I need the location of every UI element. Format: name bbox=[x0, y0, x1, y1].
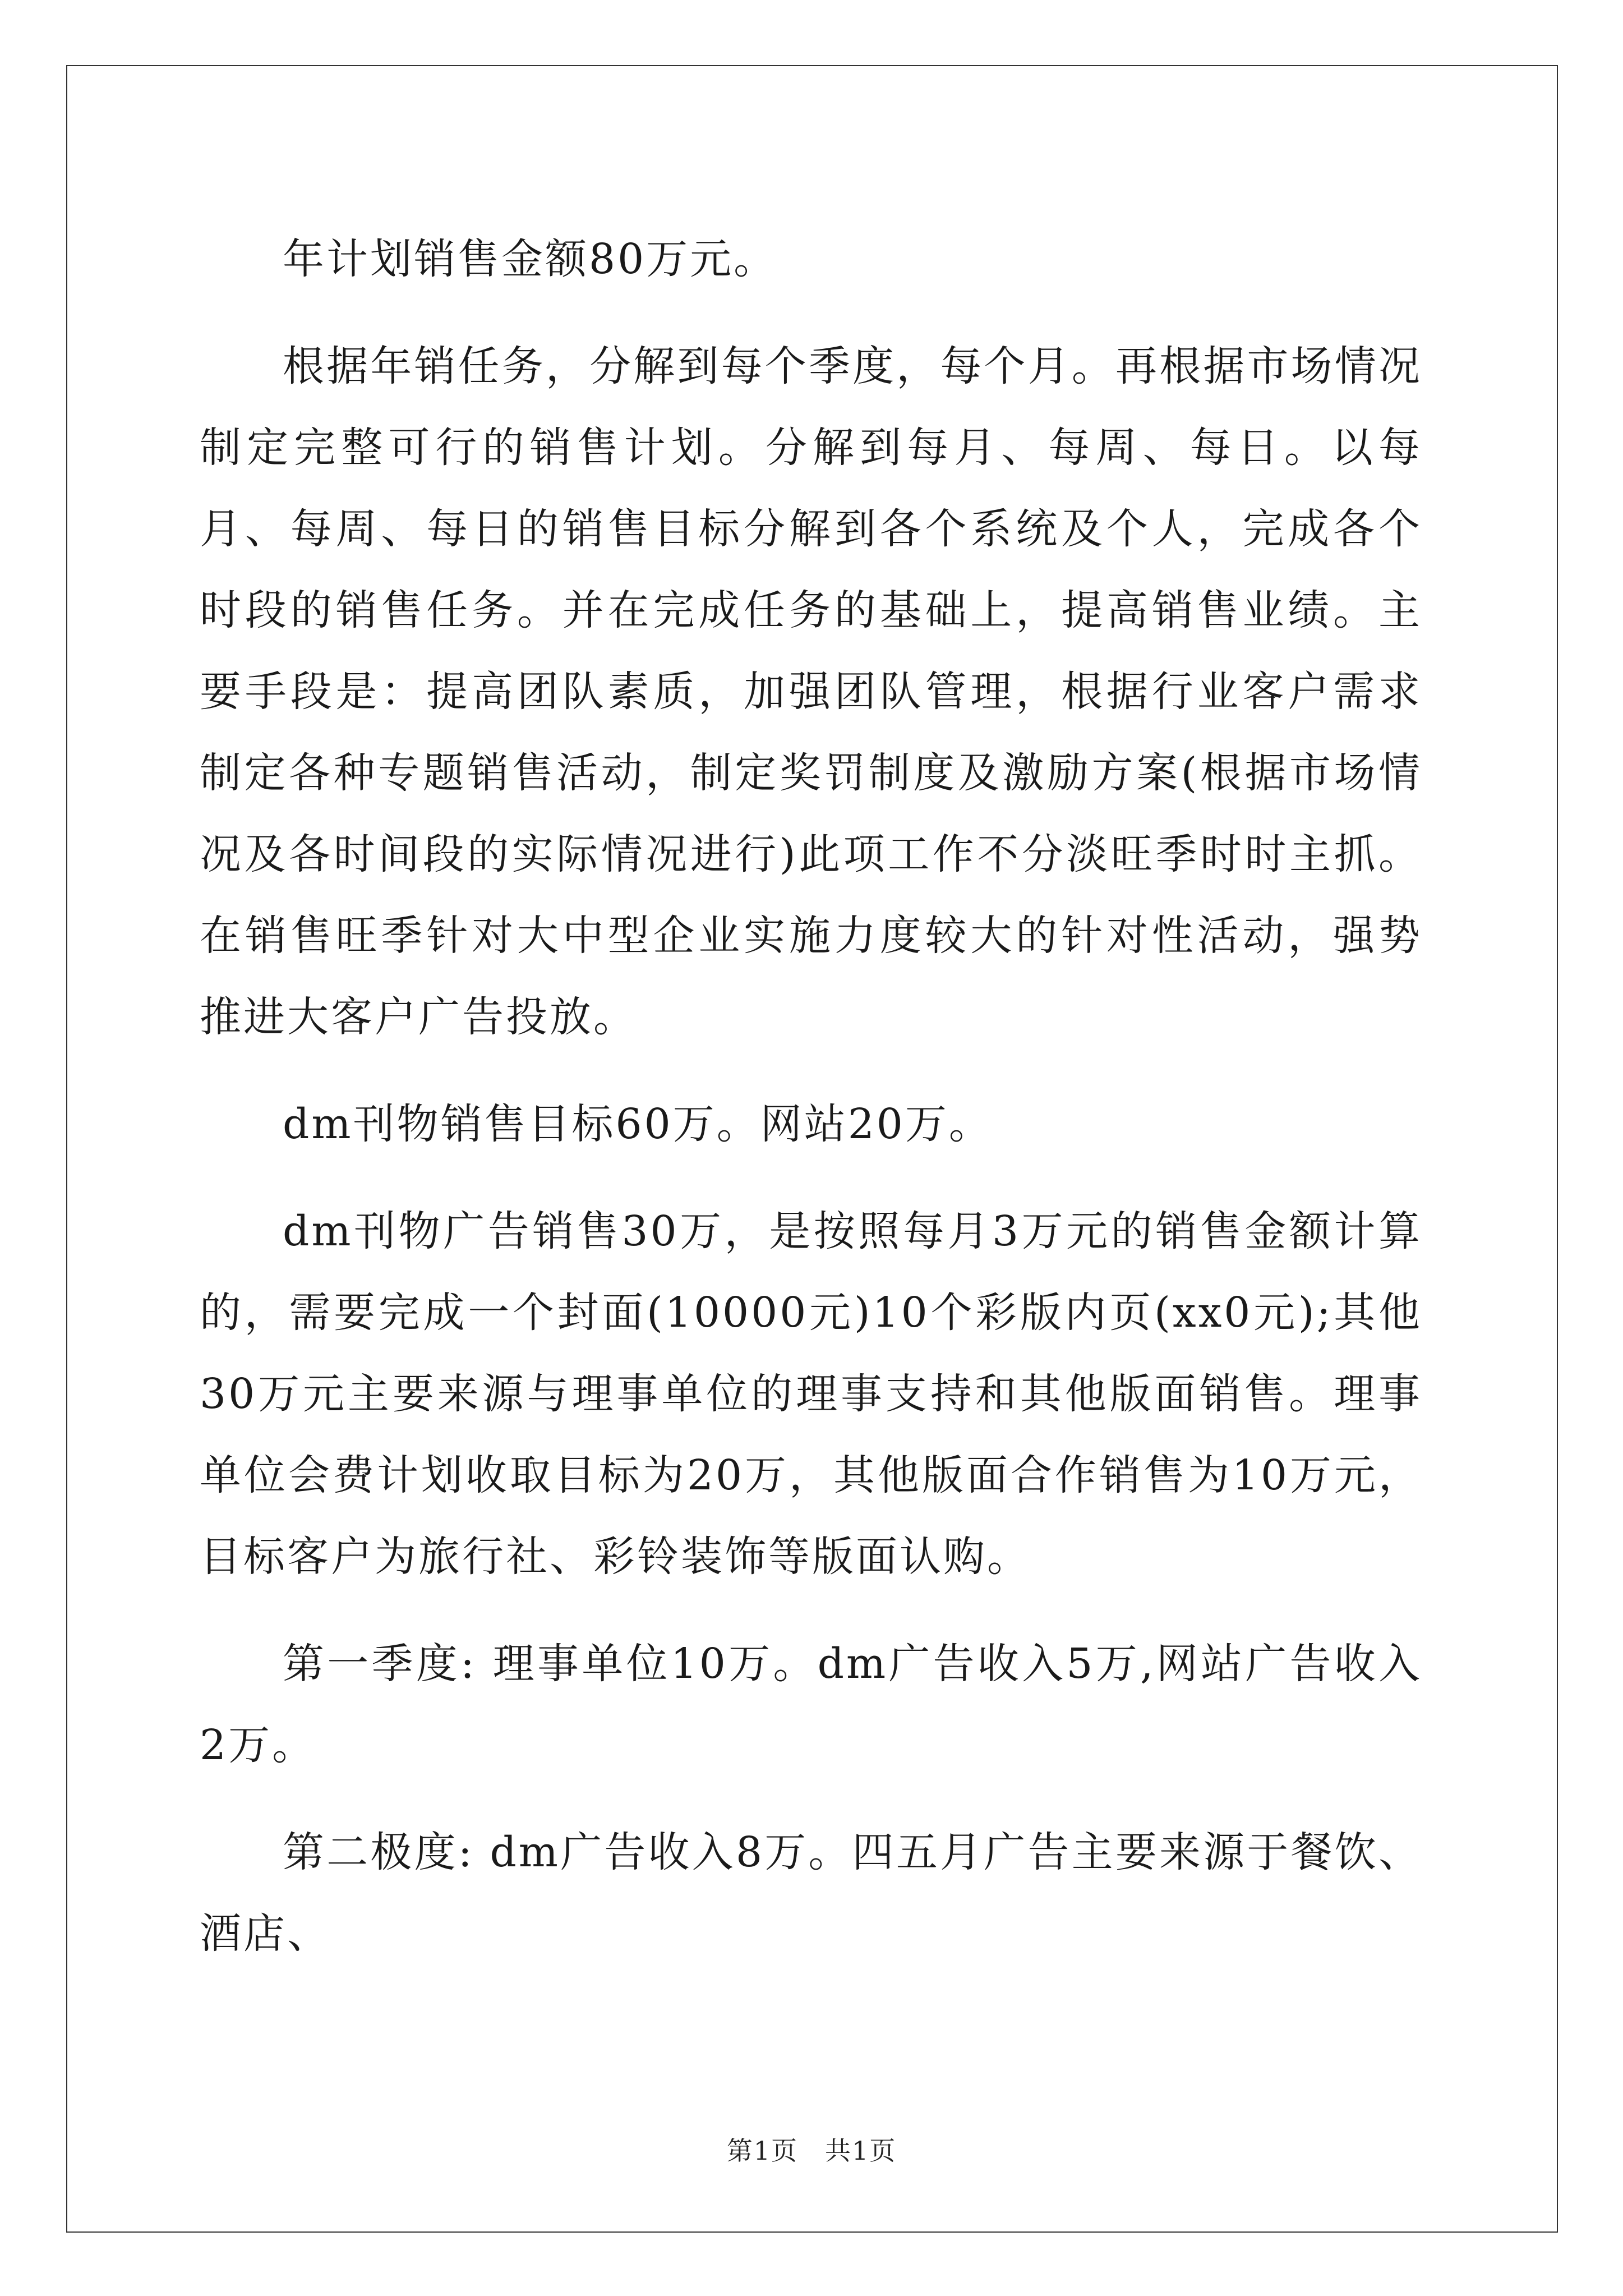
paragraph-q1: 第一季度: 理事单位10万。dm广告收入5万,网站广告收入2万。 bbox=[200, 1640, 1422, 1769]
document-body bbox=[200, 219, 1422, 2000]
paragraph-annual-target: 年计划销售金额80万元。 bbox=[283, 235, 778, 283]
paragraph-dm-website-target: dm刊物销售目标60万。网站20万。 bbox=[283, 1100, 993, 1148]
paragraph-q2: 第二极度: dm广告收入8万。四五月广告主要来源于餐饮、酒店、 bbox=[200, 1828, 1422, 1958]
page-footer: 第1页 共1页 bbox=[726, 2136, 897, 2166]
paragraph-sales-plan: 根据年销任务，分解到每个季度，每个月。再根据市场情况制定完整可行的销售计划。分解到每月、每周、每日。以每月、每周、每日的销售目标分解到各个系统及个人，完成各个时段的销售任务。并在完成任务的基础上，提高销售业绩。主要手段是：提高团队素质，加强团队管理，根据行业客户需求制定各种专题销售活动，制定奖罚制度及激励方案(根据市场情况及各时间段的实际情况进行)此项工作不分淡旺季时时主抓。在销售旺季针对大中型企业实施力度较大的针对性活动，强势推进大客户广告投放。 bbox=[200, 342, 1422, 1041]
paragraph-dm-ad-sales: dm刊物广告销售30万，是按照每月3万元的销售金额计算的，需要完成一个封面(10000元)10个彩版内页(xx0元);其他30万元主要来源与理事单位的理事支持和其他版面销售。理事单位会费计划收取目标为20万，其他版面合作销售为10万元，目标客户为旅行社、彩铃装饰等版面认购。 bbox=[200, 1207, 1422, 1581]
